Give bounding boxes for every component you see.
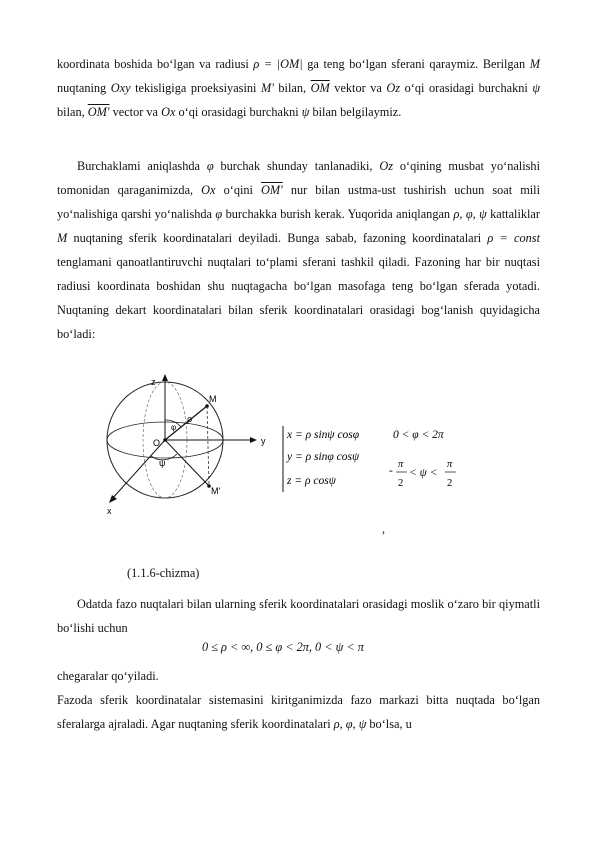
formula-oz: Oz bbox=[379, 159, 394, 173]
text-run: tenglamani qanoatlantiruvchi nuqtalari to‘plami sferani tashkil qiladi. Fazoning har bir nuqtasi radiusi koordinata boshidan shu nuqtagacha bo‘lgan masofaga teng bo‘lgan sferada yotadi. Nuqtaning dekart koordinatalari bilan sferik koordinatalari orasidagi bog‘lanish quyidagicha bo‘ladi: bbox=[57, 255, 540, 341]
origin-point bbox=[163, 438, 167, 442]
condition-minus: - bbox=[389, 465, 393, 477]
text-run: koordinata boshida bo‘lgan va radiusi bbox=[57, 57, 254, 71]
formula-phi: φ bbox=[215, 207, 223, 221]
label-y: y bbox=[261, 436, 266, 446]
formula-m: M bbox=[529, 57, 541, 71]
text-run: o‘qi orasidagi burchakni bbox=[400, 81, 533, 95]
formula-phi: φ bbox=[206, 159, 214, 173]
formula-psi: ψ bbox=[532, 81, 540, 95]
text-run: bilan belgilaymiz. bbox=[309, 105, 402, 119]
text-run: o‘qining musbat yo‘nalishi tomonidan qaraganimizda, bbox=[57, 159, 540, 197]
formula-oz: Oz bbox=[386, 81, 401, 95]
text-run: vector va bbox=[109, 105, 162, 119]
equation-x: x = ρ sinψ cosφ bbox=[287, 429, 360, 441]
paragraph-5 bbox=[57, 688, 540, 736]
formula-vector-om: $\overline{OM}$ bbox=[310, 81, 330, 95]
sphere-diagram bbox=[105, 368, 275, 518]
condition-den-1: 2 bbox=[398, 478, 404, 489]
equation-system-svg bbox=[281, 424, 471, 496]
condition-den-2: 2 bbox=[447, 478, 453, 489]
coordinate-bounds-formula: 0 ≤ ρ < ∞, 0 ≤ φ < 2π, 0 < ψ < π bbox=[202, 640, 364, 654]
text-run: bo‘lsa, u bbox=[366, 717, 412, 731]
figure-caption: (1.1.6-chizma) bbox=[127, 566, 200, 580]
text-run: Fazoda sferik koordinatalar sistemasini kiritganimizda fazo markazi bitta nuqtada bo‘lgan sferalarga ajraladi. Agar nuqtaning sferik koordinatalari bbox=[57, 693, 540, 731]
formula-rho-om: ρ = |OM| bbox=[253, 57, 303, 71]
text-run: burchak shunday tanlanadiki, bbox=[213, 159, 380, 173]
text-run: o‘qini bbox=[215, 183, 262, 197]
text-run: burchakka burish kerak. Yuqorida aniqlangan bbox=[222, 207, 454, 221]
label-phi: φ bbox=[171, 423, 177, 432]
text-run: kattaliklar bbox=[486, 207, 540, 221]
text-run: vektor va bbox=[329, 81, 387, 95]
equation-system bbox=[281, 424, 471, 496]
condition-psi-mid: < ψ < bbox=[409, 467, 438, 479]
formula-vector-omprime: OM' bbox=[261, 183, 283, 197]
condition-pi-num-2: π bbox=[447, 459, 453, 470]
projection-line bbox=[207, 406, 209, 486]
formula-mprime: M' bbox=[260, 81, 274, 95]
equation-z: z = ρ cosψ bbox=[287, 475, 336, 487]
text-run: bilan, bbox=[57, 105, 88, 119]
trailing-comma: , bbox=[382, 522, 386, 536]
formula-vector-omprime: OM' bbox=[87, 105, 110, 119]
text-run: tekisligiga proeksiyasini bbox=[130, 81, 261, 95]
paragraph-2 bbox=[57, 154, 540, 346]
text-run: Burchaklami aniqlashda bbox=[77, 159, 207, 173]
y-axis-arrow bbox=[250, 437, 257, 443]
sphere-figure bbox=[105, 368, 275, 518]
text-run: nuqtaning bbox=[57, 81, 111, 95]
formula-rho-const: ρ = const bbox=[487, 231, 540, 245]
condition-phi: 0 < φ < 2π bbox=[393, 429, 444, 441]
label-z: z bbox=[151, 377, 156, 387]
formula-psi: ψ bbox=[301, 105, 310, 119]
point-m bbox=[205, 404, 209, 408]
text-run: ga teng bo‘lgan sferani qaraymiz. Berilgan bbox=[302, 57, 530, 71]
label-mprime: M' bbox=[211, 486, 221, 496]
label-x: x bbox=[107, 506, 112, 516]
paragraph-1 bbox=[57, 52, 540, 124]
label-rho: ρ bbox=[187, 414, 193, 424]
x-axis-arrow bbox=[109, 495, 117, 503]
formula-ox: Ox bbox=[201, 183, 216, 197]
text-run: nur bilan ustma-ust tushirish uchun soat mili yo‘nalishiga qarshi yo‘nalishda bbox=[57, 183, 541, 221]
formula-m: M bbox=[57, 231, 68, 245]
label-o: O bbox=[153, 438, 161, 448]
formula-rho-phi-psi: ρ, φ, ψ bbox=[333, 717, 367, 731]
label-m: M bbox=[209, 394, 217, 404]
paragraph-4: chegaralar qo‘yiladi. bbox=[57, 669, 159, 683]
z-axis-arrow bbox=[162, 374, 168, 381]
text-run: nuqtaning sferik koordinatalari deyiladi. Bunga sabab, fazoning koordinatalari bbox=[67, 231, 488, 245]
text-run: bilan, bbox=[273, 81, 311, 95]
equation-y: y = ρ sinφ cosψ bbox=[287, 451, 360, 463]
paragraph-3: Odatda fazo nuqtalari bilan ularning sferik koordinatalari orasidagi moslik o‘zaro bir qiymatli bo‘lishi uchun bbox=[57, 597, 540, 635]
text-run: o‘qi orasidagi burchakni bbox=[175, 105, 302, 119]
condition-pi-num-1: π bbox=[398, 459, 404, 470]
formula-rho-phi-psi: ρ, φ, ψ bbox=[453, 207, 487, 221]
formula-oxy: Oxy bbox=[110, 81, 131, 95]
formula-ox: Ox bbox=[161, 105, 176, 119]
label-psi: ψ bbox=[159, 458, 166, 468]
